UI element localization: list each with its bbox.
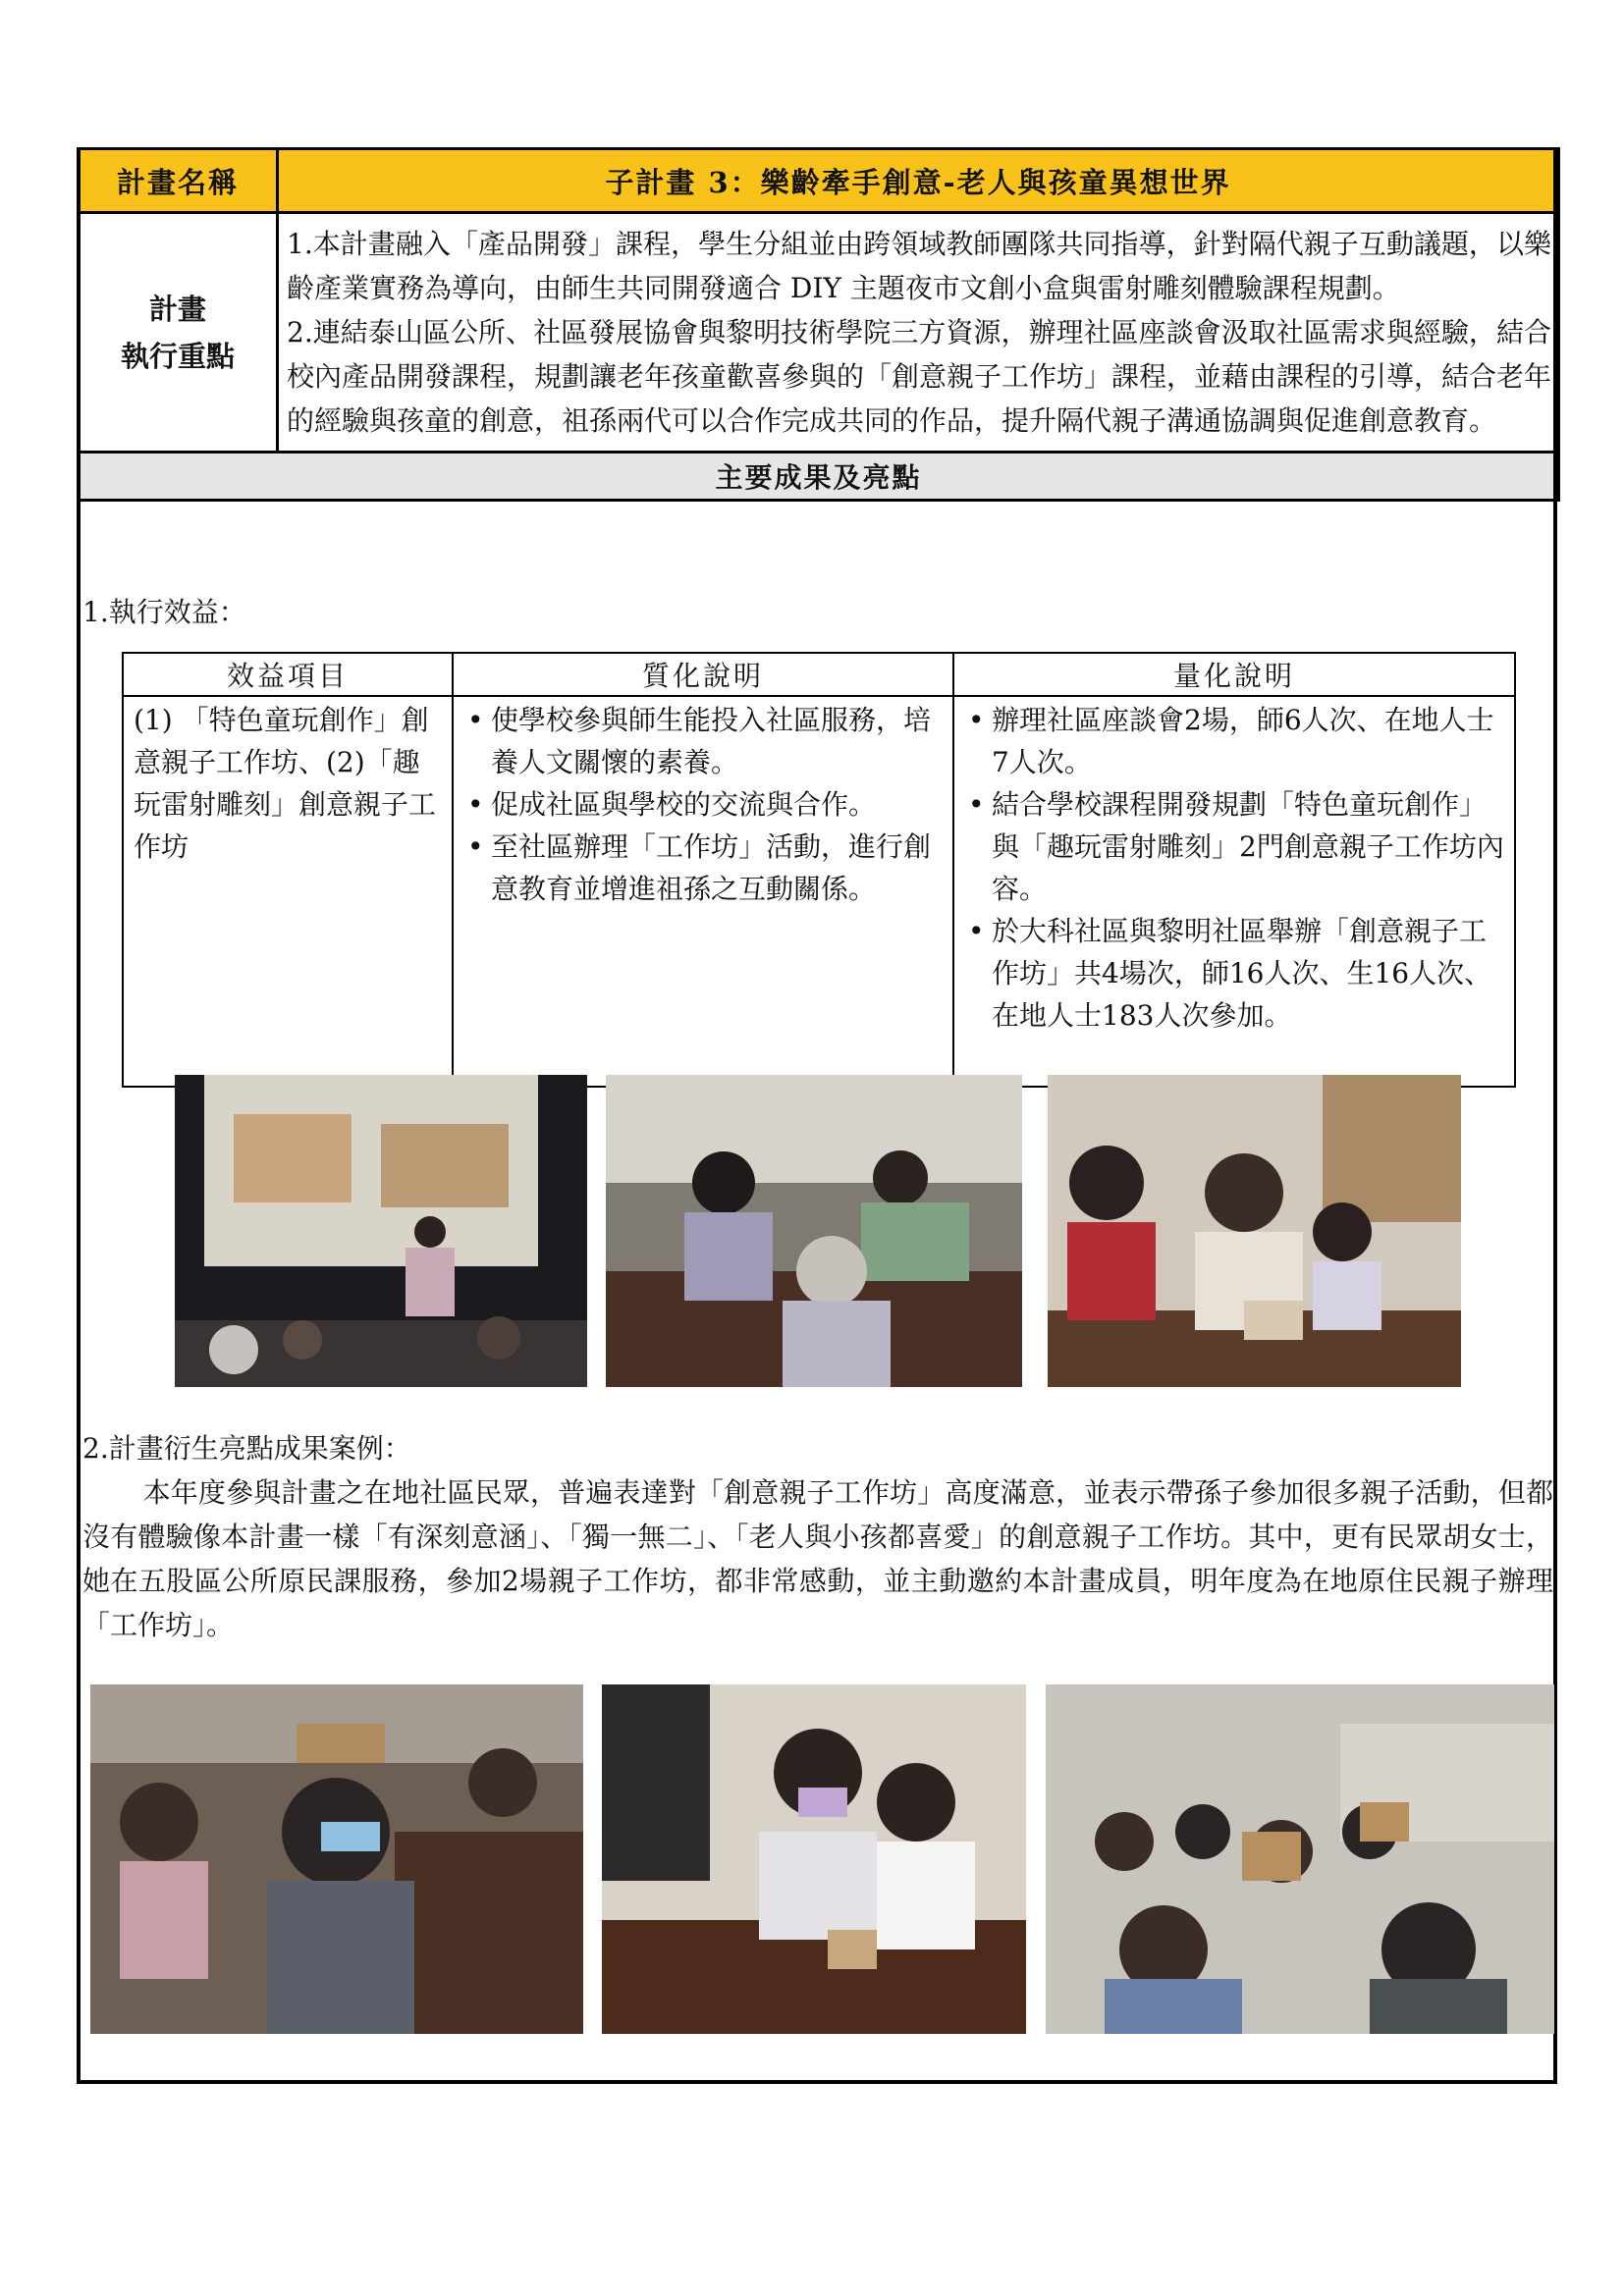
qualitative-bullet: • 促成社區與學校的交流與合作。 (463, 783, 943, 826)
plan-name-label: 計畫名稱 (79, 149, 278, 213)
quantitative-cell (953, 696, 1515, 1087)
col-header-qualitative: 質化說明 (453, 653, 953, 696)
highlights-body (82, 1470, 1553, 1647)
photo-workshop-table (606, 1075, 1022, 1387)
photo-grandparent-child (1048, 1075, 1461, 1387)
focus-paragraph-2: 2.連結泰山區公所、社區發展協會與黎明技術學院三方資源，辦理社區座談會汲取社區需求與經驗，結合校內產品開發課程，規劃讓老年孩童歡喜參與的「創意親子工作坊」課程，並藉由課程的引導，結合老年的經驗與孩童的創意，祖孫兩代可以合作完成共同的作品，提升隔代親子溝通協調與促進創意教育。 (287, 316, 1552, 437)
qualitative-cell (453, 696, 953, 1087)
benefit-table (122, 652, 1516, 1088)
col-header-item: 效益項目 (123, 653, 453, 696)
benefits-heading: 1.執行效益： (82, 596, 246, 628)
benefit-item-cell: (1) 「特色童玩創作」創意親子工作坊、(2)「趣玩雷射雕刻」創意親子工作坊 (123, 696, 453, 1087)
photo-group-showing-boxes (1046, 1684, 1554, 2034)
photo-presentation (175, 1075, 587, 1387)
col-header-quantitative: 量化說明 (953, 653, 1515, 696)
qualitative-bullet: • 使學校參與師生能投入社區服務，培養人文關懷的素養。 (463, 699, 943, 783)
quantitative-bullet: • 於大科社區與黎明社區舉辦「創意親子工作坊」共4場次，師16人次、生16人次、在地人士183人次參加。 (964, 910, 1504, 1037)
focus-label-line2: 執行重點 (120, 339, 235, 373)
highlights-paragraph: 本年度參與計畫之在地社區民眾，普遍表達對「創意親子工作坊」高度滿意，並表示帶孫子參加很多親子活動，但都沒有體驗像本計畫一樣「有深刻意涵」、「獨一無二」、「老人與小孩都喜愛」的創意親子工作坊。其中，更有民眾胡女士，她在五股區公所原民課服務，參加2場親子工作坊，都非常感動，並主動邀約本計畫成員，明年度為在地原住民親子辦理「工作坊」。 (82, 1476, 1553, 1641)
photo-woman-and-girl (602, 1684, 1026, 2034)
results-title: 主要成果及亮點 (79, 453, 1559, 501)
photo-child-with-box (90, 1684, 583, 2034)
focus-paragraph-1: 1.本計畫融入「產品開發」課程，學生分組並由跨領域教師團隊共同指導，針對隔代親子互動議題，以樂齡產業實務為導向，由師生共同開發適合 DIY 主題夜市文創小盒與雷射雕刻體驗課程規劃。 (287, 228, 1551, 304)
quantitative-bullet: • 辦理社區座談會2場，師6人次、在地人士7人次。 (964, 699, 1504, 783)
qualitative-bullet: • 至社區辦理「工作坊」活動，進行創意教育並增進祖孫之互動關係。 (463, 826, 943, 910)
quantitative-bullet: • 結合學校課程開發規劃「特色童玩創作」與「趣玩雷射雕刻」2門創意親子工作坊內容。 (964, 783, 1504, 910)
highlights-heading: 2.計畫衍生亮點成果案例： (82, 1432, 411, 1465)
plan-name-value: 子計畫 3：樂齡牽手創意-老人與孩童異想世界 (278, 149, 1559, 213)
focus-label-line1: 計畫 (148, 292, 206, 326)
